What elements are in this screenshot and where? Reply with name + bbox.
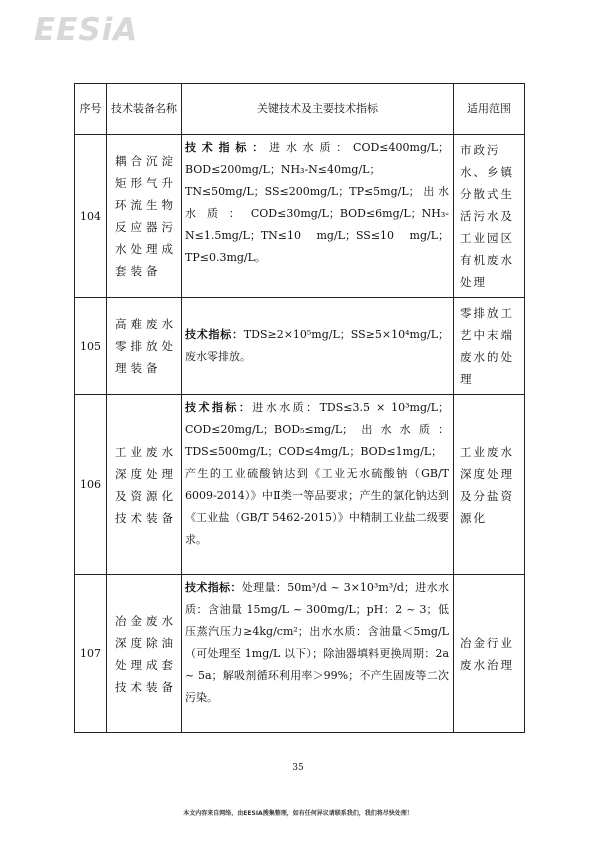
application-scope: 冶金行业废水治理 xyxy=(454,575,525,733)
equipment-name: 冶金废水深度除油处理成套技术装备 xyxy=(107,575,182,733)
table-row xyxy=(75,135,525,298)
page-number: 35 xyxy=(292,763,304,773)
table-row xyxy=(75,395,525,575)
tech-indicators xyxy=(182,298,454,395)
row-number: 107 xyxy=(75,575,107,733)
tech-label: 技术指标： xyxy=(185,581,242,594)
application-scope: 零排放工艺中末端废水的处理 xyxy=(454,298,525,395)
application-scope: 工业废水深度处理及分盐资源化 xyxy=(454,395,525,575)
tech-indicators xyxy=(182,135,454,298)
tech-label: 技术指标： xyxy=(185,328,244,341)
tech-text: 处理量：50m³/d ~ 3×10³m³/d；进水水质：含油量 15mg/L ~ 300mg/L；pH：2 ~ 3；低压蒸汽压力≥4kg/cm²；出水水质：含油量＜5mg/L（可处理至 1mg/L 以下）；除油器填料更换周期：2a ~ 5a；解吸剂循环利用率＞99%；不产生固废等二次污染。 xyxy=(185,581,449,704)
tech-indicators xyxy=(182,575,454,733)
table-header-row xyxy=(75,84,525,135)
eesia-logo: EESiA xyxy=(34,12,139,48)
equipment-name: 耦合沉淀矩形气升环流生物反应器污水处理成套装备 xyxy=(107,135,182,298)
header-seq: 序号 xyxy=(75,84,107,135)
application-scope: 市政污水、乡镇分散式生活污水及工业园区有机废水处理 xyxy=(454,135,525,298)
tech-text: 进水水质：TDS≤3.5 × 10³mg/L；COD≤20mg/L；BOD₅≤mg/L；出水水质：TDS≤500mg/L；COD≤4mg/L；BOD≤1mg/L；产生的工业硫酸钠达到《工业无水硫酸钠（GB/T 6009-2014）》中Ⅱ类一等品要求；产生的氯化钠达到《工业盐（GB/T 5462-2015）》中精制工业盐二级要求。 xyxy=(185,401,449,546)
header-scope: 适用范围 xyxy=(454,84,525,135)
tech-text: TDS≥2×10⁵mg/L；SS≥5×10⁴mg/L；废水零排放。 xyxy=(185,328,449,363)
tech-label: 技术指标： xyxy=(185,401,253,414)
footer-notice: 本文内容来自网络，由EESIA搜集整理，如有任何异议请联系我们，我们将尽快处理！ xyxy=(183,810,413,817)
header-key-tech: 关键技术及主要技术指标 xyxy=(182,84,454,135)
equipment-name: 高难废水零排放处理装备 xyxy=(107,298,182,395)
row-number: 104 xyxy=(75,135,107,298)
tech-label: 技术指标： xyxy=(185,141,270,154)
row-number: 105 xyxy=(75,298,107,395)
equipment-table xyxy=(74,83,525,733)
table-row xyxy=(75,298,525,395)
tech-indicators xyxy=(182,395,454,575)
equipment-name: 工业废水深度处理及资源化技术装备 xyxy=(107,395,182,575)
row-number: 106 xyxy=(75,395,107,575)
tech-text: 进水水质：COD≤400mg/L；BOD≤200mg/L；NH₃-N≤40mg/L；TN≤50mg/L；SS≤200mg/L；TP≤5mg/L；出水水质：COD≤30mg/L；BOD≤6mg/L；NH₃-N≤1.5mg/L；TN≤10 mg/L；SS≤10 mg/L；TP≤0.3mg/L。 xyxy=(185,141,450,264)
header-equipment-name: 技术装备名称 xyxy=(107,84,182,135)
table-row xyxy=(75,575,525,733)
